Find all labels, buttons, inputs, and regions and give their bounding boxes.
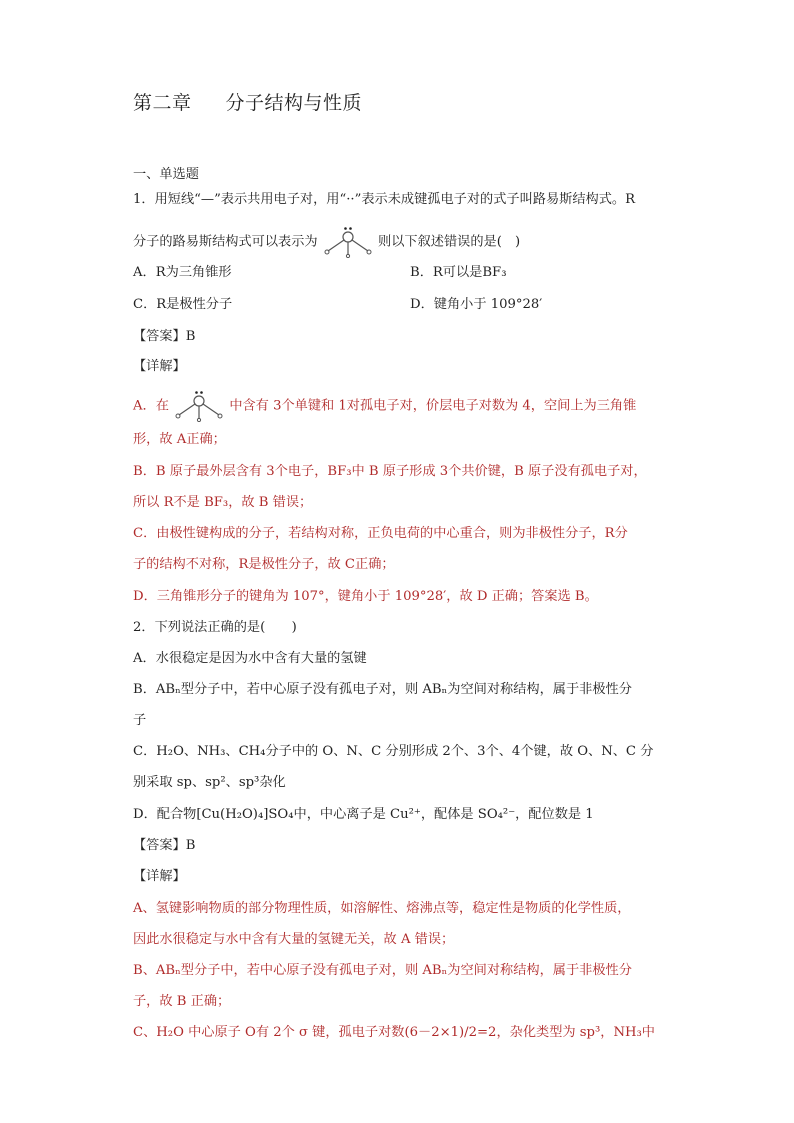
- q1-option-d: D．键角小于 109°28′: [410, 297, 543, 312]
- q2-explanation-a1: A、氢键影响物质的部分物理性质，如溶解性、熔沸点等，稳定性是物质的化学性质，: [133, 901, 631, 916]
- q2-explanation-a2: 因此水很稳定与水中含有大量的氢键无关，故 A 错误；: [133, 932, 455, 947]
- q2-option-b2: 子: [133, 713, 147, 728]
- q1-detail-heading: 【详解】: [133, 359, 186, 374]
- section-heading: 一、单选题: [133, 167, 199, 182]
- q1-explanation-c2: 子的结构不对称，R是极性分子，故 C正确；: [133, 557, 395, 572]
- q1-options-row1: [133, 264, 673, 282]
- q2-stem: 2．下列说法正确的是( ): [133, 620, 297, 635]
- q1-explanation-b2: 所以 R不是 BF₃，故 B 错误；: [133, 495, 313, 510]
- q2-option-c1: C．H₂O、NH₃、CH₄分子中的 O、N、C 分别形成 2个、3个、4个键，故 O、N、C 分: [133, 744, 654, 759]
- q1-option-c: C．R是极性分子: [133, 297, 233, 312]
- q1-options-row2: [133, 296, 673, 314]
- q2-explanation-b2: 子，故 B 正确；: [133, 994, 231, 1009]
- q1-option-a: A．R为三角锥形: [133, 265, 232, 280]
- q1-explanation-b1: B．B 原子最外层含有 3个电子，BF₃中 B 原子形成 3个共价键，B 原子没有孤电子对，: [133, 464, 647, 479]
- q2-option-d: D．配合物[Cu(H₂O)₄]SO₄中，中心离子是 Cu²⁺，配体是 SO₄²⁻，配位数是 1: [133, 807, 594, 822]
- q1-explanation-a1: A．在 中含有 3个单键和 1对孤电子对，价层电子对数为 4，空间上为三角锥: [133, 390, 636, 422]
- q1-answer: 【答案】B: [133, 329, 196, 344]
- q2-option-a: A．水很稳定是因为水中含有大量的氢键: [133, 651, 367, 666]
- q2-explanation-c1: C、H₂O 中心原子 O有 2个 σ 键，孤电子对数(6－2×1)/2=2，杂化类型为 sp³，NH₃中: [133, 1025, 655, 1040]
- q2-explanation-b1: B、ABₙ型分子中，若中心原子没有孤电子对，则 ABₙ为空间对称结构，属于非极性分: [133, 963, 632, 978]
- molecule-structure-icon: [322, 226, 374, 258]
- q1-explanation-a2: 形，故 A正确；: [133, 432, 226, 447]
- q1-explanation-c1: C．由极性键构成的分子，若结构对称，正负电荷的中心重合，则为非极性分子，R分: [133, 526, 628, 541]
- q2-answer: 【答案】B: [133, 838, 196, 853]
- molecule-structure-icon: [173, 390, 225, 422]
- chapter-number: 第二章: [133, 92, 192, 114]
- q2-option-b1: B．ABₙ型分子中，若中心原子没有孤电子对，则 ABₙ为空间对称结构，属于非极性分: [133, 682, 632, 697]
- q1-explanation-d1: D．三角锥形分子的键角为 107°，键角小于 109°28′，故 D 正确；答案选 B。: [133, 589, 598, 604]
- q1-stem-line1: 1．用短线“—”表示共用电子对，用“··”表示未成键孤电子对的式子叫路易斯结构式。R: [133, 192, 636, 207]
- q1-option-b: B．R可以是BF₃: [410, 265, 507, 280]
- q1-stem-line2: 分子的路易斯结构式可以表示为 则以下叙述错误的是( ): [133, 226, 520, 258]
- chapter-name: 分子结构与性质: [225, 92, 363, 114]
- q2-detail-heading: 【详解】: [133, 869, 186, 884]
- chapter-title: [133, 88, 362, 115]
- q2-option-c2: 别采取 sp、sp²、sp³杂化: [133, 775, 286, 790]
